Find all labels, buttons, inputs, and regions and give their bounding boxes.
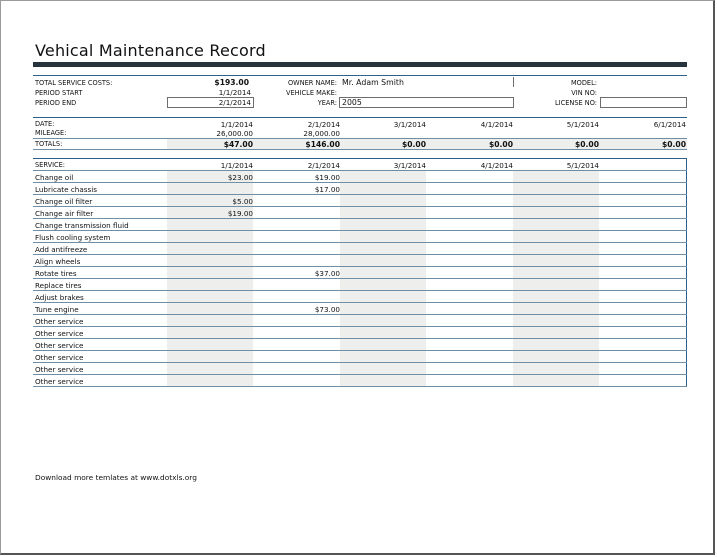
mileage-date-cell: 4/1/2014 <box>480 120 513 129</box>
totals-bottom-rule <box>33 149 687 150</box>
mileage-top-rule <box>33 117 687 118</box>
vehicle-make-label: VEHICLE MAKE: <box>285 89 337 97</box>
service-right-border <box>686 158 687 386</box>
mileage-label: MILEAGE: <box>35 129 67 137</box>
period-start-label: PERIOD START <box>35 89 83 97</box>
period-start-value[interactable]: 1/1/2014 <box>218 88 251 97</box>
summary-top-rule <box>33 75 687 76</box>
service-row-rule <box>33 362 687 363</box>
model-label: MODEL: <box>570 79 597 87</box>
mileage-value-cell[interactable]: 26,000.00 <box>216 129 253 138</box>
mileage-total-cell: $0.00 <box>661 140 686 149</box>
mileage-date-cell: 1/1/2014 <box>220 120 253 129</box>
year-field[interactable] <box>339 97 514 108</box>
service-column-shade <box>513 171 599 387</box>
title-underline-bar <box>33 62 687 67</box>
service-row-name: Other service <box>35 365 84 374</box>
mileage-total-cell: $0.00 <box>574 140 599 149</box>
service-cost-cell[interactable]: $19.00 <box>314 173 340 182</box>
service-row-name: Flush cooling system <box>35 233 111 242</box>
service-row-rule <box>33 326 687 327</box>
service-row-rule <box>33 314 687 315</box>
service-row-name: Change transmission fluid <box>35 221 129 230</box>
service-row-rule <box>33 218 687 219</box>
service-cost-cell[interactable]: $73.00 <box>314 305 340 314</box>
service-cost-cell[interactable]: $37.00 <box>314 269 340 278</box>
service-row-rule <box>33 230 687 231</box>
service-row-name: Replace tires <box>35 281 82 290</box>
service-row-name: Add antifreeze <box>35 245 88 254</box>
service-row-name: Change oil <box>35 173 74 182</box>
service-row-rule <box>33 386 687 387</box>
service-row-rule <box>33 266 687 267</box>
mileage-total-cell: $146.00 <box>305 140 340 149</box>
service-row-name: Adjust brakes <box>35 293 84 302</box>
service-row-name: Rotate tires <box>35 269 77 278</box>
service-column-shade <box>340 171 426 387</box>
service-row-rule <box>33 290 687 291</box>
download-footer[interactable]: Download more temlates at www.dotxls.org <box>35 473 197 482</box>
service-date-header: 4/1/2014 <box>480 161 513 170</box>
service-cost-cell[interactable]: $19.00 <box>227 209 253 218</box>
service-top-rule <box>33 158 687 159</box>
service-row-name: Other service <box>35 341 84 350</box>
service-row-rule <box>33 206 687 207</box>
service-row-name: Change air filter <box>35 209 94 218</box>
service-row-name: Lubricate chassis <box>35 185 97 194</box>
service-label: SERVICE: <box>35 161 66 169</box>
license-label: LICENSE NO: <box>555 99 597 107</box>
total-service-costs-value: $193.00 <box>214 78 249 87</box>
service-cost-cell[interactable]: $17.00 <box>314 185 340 194</box>
service-row-name: Other service <box>35 377 84 386</box>
service-row-name: Tune engine <box>35 305 79 314</box>
service-date-header: 3/1/2014 <box>393 161 426 170</box>
mileage-total-cell: $0.00 <box>488 140 513 149</box>
service-row-rule <box>33 374 687 375</box>
service-row-rule <box>33 302 687 303</box>
year-label: YEAR: <box>317 99 337 107</box>
service-date-header: 5/1/2014 <box>566 161 599 170</box>
owner-name-value[interactable]: Mr. Adam Smith <box>342 78 404 87</box>
service-row-name: Other service <box>35 353 84 362</box>
service-row-rule <box>33 278 687 279</box>
vin-label: VIN NO: <box>571 89 597 97</box>
owner-name-label: OWNER NAME: <box>287 79 337 87</box>
service-row-name: Other service <box>35 329 84 338</box>
year-value[interactable]: 2005 <box>342 98 362 107</box>
service-row-rule <box>33 182 687 183</box>
service-date-header: 1/1/2014 <box>220 161 253 170</box>
service-row-rule <box>33 194 687 195</box>
service-row-name: Align wheels <box>35 257 81 266</box>
total-service-costs-label: TOTAL SERVICE COSTS: <box>35 79 113 87</box>
owner-name-field-edge <box>513 77 514 87</box>
mileage-date-cell: 5/1/2014 <box>566 120 599 129</box>
service-row-rule <box>33 350 687 351</box>
totals-label: TOTALS: <box>35 140 63 148</box>
period-end-value[interactable]: 2/1/2014 <box>218 98 251 107</box>
mileage-value-cell[interactable]: 28,000.00 <box>303 129 340 138</box>
service-cost-cell[interactable]: $5.00 <box>232 197 253 206</box>
service-cost-cell[interactable]: $23.00 <box>227 173 253 182</box>
mileage-total-cell: $0.00 <box>401 140 426 149</box>
mileage-date-cell: 3/1/2014 <box>393 120 426 129</box>
page-title: Vehical Maintenance Record <box>35 41 266 60</box>
service-row-name: Change oil filter <box>35 197 93 206</box>
service-row-rule <box>33 338 687 339</box>
date-label: DATE: <box>35 120 55 128</box>
period-end-label: PERIOD END <box>35 99 77 107</box>
mileage-date-cell: 6/1/2014 <box>653 120 686 129</box>
mileage-date-cell: 2/1/2014 <box>307 120 340 129</box>
mileage-total-cell: $47.00 <box>223 140 253 149</box>
service-header-rule <box>33 170 687 171</box>
service-date-header: 2/1/2014 <box>307 161 340 170</box>
service-row-rule <box>33 242 687 243</box>
service-row-rule <box>33 254 687 255</box>
service-row-name: Other service <box>35 317 84 326</box>
license-field[interactable] <box>600 97 687 108</box>
